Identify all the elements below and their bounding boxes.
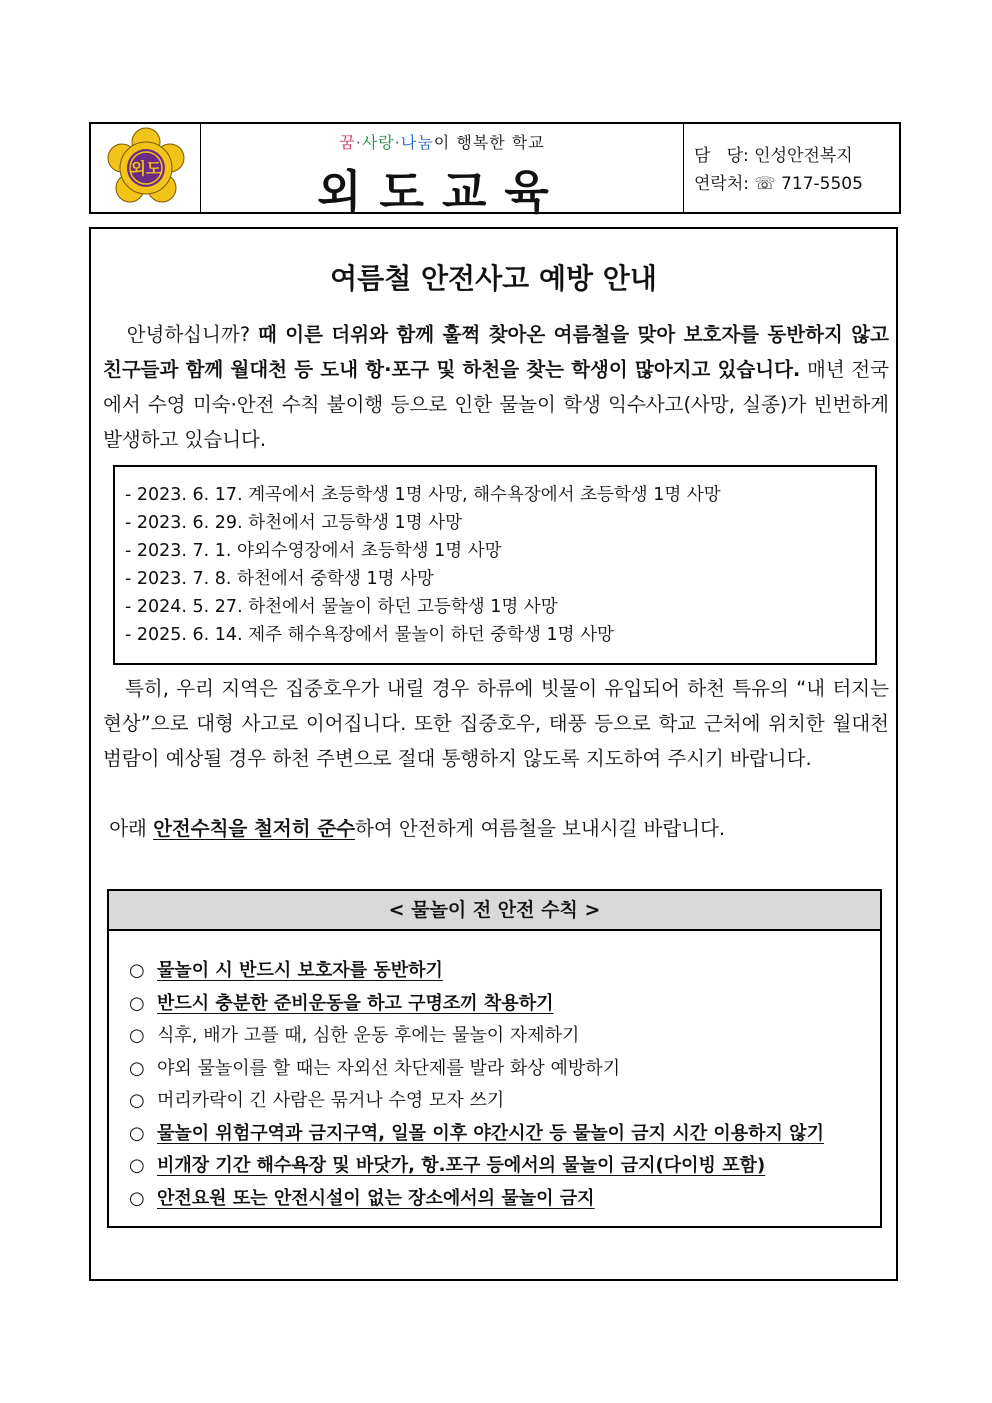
incident-list-box — [113, 465, 877, 665]
notice-paragraph: 특히, 우리 지역은 집중호우가 내릴 경우 하류에 빗물이 유입되어 하천 특유의 “내 터지는 현상”으로 대형 사고로 이어집니다. 또한 집중호우, 태풍 등으로 학교 근처에 위치한 월대천 범람이 예상될 경우 하천 주변으로 절대 통행하지 않도록 지도하여 주시기 바랍니다. — [103, 677, 889, 770]
safety-rule-item — [129, 988, 880, 1021]
newsletter-brand: 외도교육 — [317, 165, 567, 219]
school-slogan: 꿈·사랑·나눔이 행복한 학교 — [339, 133, 545, 152]
safety-rule-text: 안전요원 또는 안전시설이 없는 장소에서의 물놀이 금지 — [157, 1187, 595, 1209]
incident-item: - 2024. 5. 27. 하천에서 물놀이 하던 고등학생 1명 사망 — [125, 597, 558, 617]
safety-rule-item — [129, 1118, 880, 1151]
safety-rule-text: 반드시 충분한 준비운동을 하고 구명조끼 착용하기 — [157, 992, 554, 1014]
incident-item: - 2023. 6. 29. 하천에서 고등학생 1명 사망 — [125, 513, 462, 533]
safety-rule-text: 머리카락이 긴 사람은 묶거나 수영 모자 쓰기 — [157, 1090, 505, 1111]
safety-rule-text: 식후, 배가 고플 때, 심한 운동 후에는 물놀이 자제하기 — [157, 1025, 580, 1046]
incident-item: - 2025. 6. 14. 제주 해수욕장에서 물놀이 하던 중학생 1명 사망 — [125, 625, 614, 645]
logo-text: 외도 — [130, 159, 161, 178]
closing-paragraph: 아래 안전수칙을 철저히 준수하여 안전하게 여름철을 보내시길 바랍니다. — [109, 817, 726, 840]
intro-paragraph: 안녕하십니까? 때 이른 더위와 함께 훌쩍 찾아온 여름철을 맞아 보호자를 동반하지 않고 친구들과 함께 월대천 등 도내 항·포구 및 하천을 찾는 학생이 많아지고 있습니다. 매년 전국에서 수영 미숙·안전 수칙 불이행 등으로 인한 물놀이 학생 익수사고(사망, 실종)가 빈번하게 발생하고 있습니다. — [103, 323, 889, 451]
safety-rules-list — [109, 931, 880, 1215]
circle-bullet-icon: ○ — [129, 1090, 145, 1111]
closing-emphasis: 안전수칙을 철저히 준수 — [153, 817, 356, 840]
circle-bullet-icon: ○ — [129, 1187, 145, 1209]
safety-rules-heading: < 물놀이 전 안전 수칙 > — [109, 891, 880, 931]
circle-bullet-icon: ○ — [129, 1057, 145, 1079]
circle-bullet-icon: ○ — [129, 1155, 145, 1176]
safety-rule-text: 물놀이 위험구역과 금지구역, 일몰 이후 야간시간 등 물놀이 금지 시간 이용하지 않기 — [157, 1122, 824, 1144]
intro-bold-text: 때 이른 더위와 함께 훌쩍 찾아온 여름철을 맞아 보호자를 동반하지 않고 친구들과 함께 월대천 등 도내 항·포구 및 하천을 찾는 학생이 많아지고 있습니다. — [103, 323, 889, 381]
title-cell — [201, 124, 684, 219]
safety-rule-item — [129, 1150, 880, 1183]
newsletter-header — [89, 122, 901, 219]
circle-bullet-icon: ○ — [129, 1025, 145, 1046]
circle-bullet-icon: ○ — [129, 1122, 145, 1144]
incident-item: - 2023. 6. 17. 계곡에서 초등학생 1명 사망, 해수욕장에서 초등학생 1명 사망 — [125, 485, 721, 505]
school-emblem-logo — [104, 126, 188, 210]
safety-rule-item — [129, 1020, 880, 1053]
contact-manager: 담 당: 인성안전복지 — [694, 146, 853, 166]
circle-bullet-icon: ○ — [129, 992, 145, 1014]
logo-cell — [91, 124, 201, 212]
incident-item: - 2023. 7. 1. 야외수영장에서 초등학생 1명 사망 — [125, 541, 502, 561]
notice-frame — [89, 227, 898, 1281]
safety-rule-item — [129, 1053, 880, 1086]
safety-rule-text: 물놀이 시 반드시 보호자를 동반하기 — [157, 960, 443, 981]
safety-rules-box — [107, 889, 882, 1228]
safety-rule-item — [129, 1085, 880, 1118]
circle-bullet-icon: ○ — [129, 960, 145, 981]
contact-info — [684, 124, 899, 212]
incident-item: - 2023. 7. 8. 하천에서 중학생 1명 사망 — [125, 569, 434, 589]
safety-rule-item — [129, 955, 880, 988]
safety-rule-text: 비개장 기간 해수욕장 및 바닷가, 항.포구 등에서의 물놀이 금지(다이빙 포함) — [157, 1155, 766, 1176]
safety-rule-item — [129, 1183, 880, 1216]
contact-phone: 연락처: ☏ 717-5505 — [694, 174, 863, 194]
safety-rule-text: 야외 물놀이를 할 때는 자외선 차단제를 발라 화상 예방하기 — [157, 1057, 621, 1079]
page-title: 여름철 안전사고 예방 안내 — [330, 262, 657, 295]
